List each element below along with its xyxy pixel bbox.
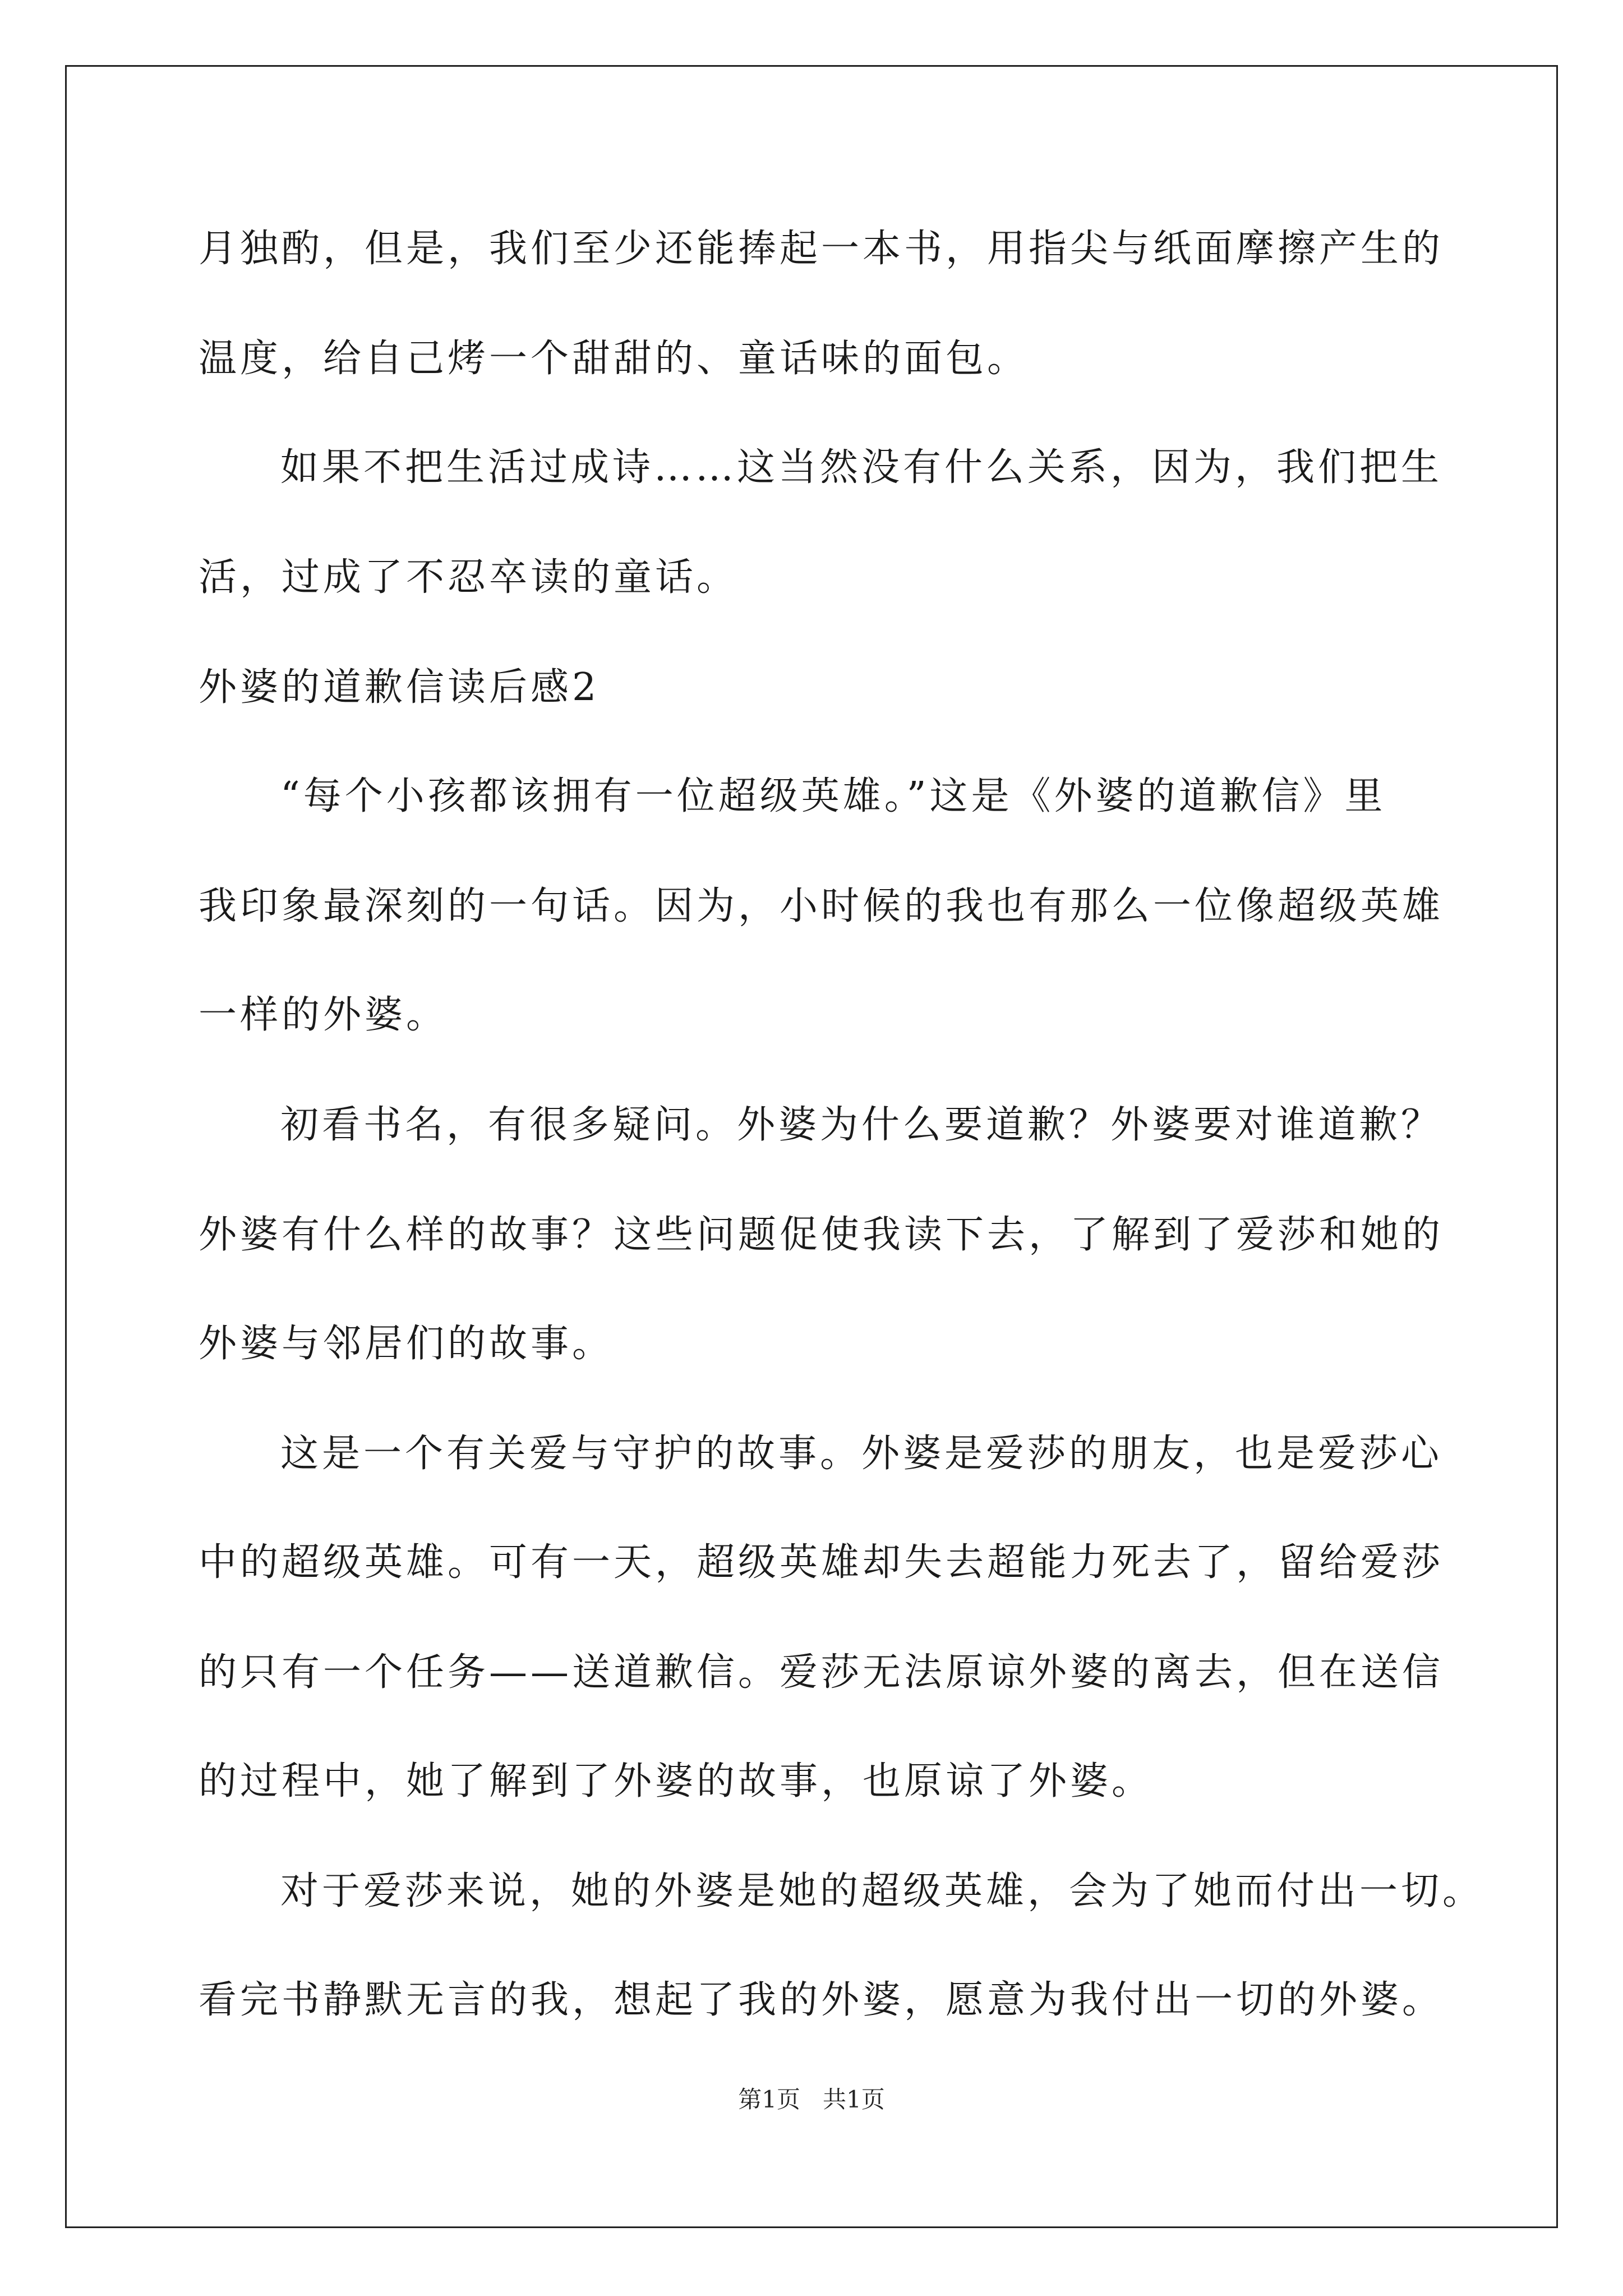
text-line: 中的超级英雄。可有一天，超级英雄却失去超能力死去了，留给爱莎 bbox=[199, 1540, 1444, 1585]
text-line: 看完书静默无言的我，想起了我的外婆，愿意为我付出一切的外婆。 bbox=[199, 1978, 1444, 2022]
section-heading: 外婆的道歉信读后感2 bbox=[199, 665, 600, 710]
text-line: 外婆与邻居们的故事。 bbox=[199, 1322, 614, 1366]
text-line: 月独酌，但是，我们至少还能捧起一本书，用指尖与纸面摩擦产生的 bbox=[199, 227, 1444, 271]
text-line: 温度，给自己烤一个甜甜的、童话味的面包。 bbox=[199, 337, 1029, 381]
text-line: 的过程中，她了解到了外婆的故事，也原谅了外婆。 bbox=[199, 1759, 1154, 1803]
paragraph-first-line: 如果不把生活过成诗……这当然没有什么关系，因为，我们把生 bbox=[280, 445, 1443, 490]
text-line: 一样的外婆。 bbox=[199, 993, 448, 1037]
paragraph-first-line: 初看书名，有很多疑问。外婆为什么要道歉？外婆要对谁道歉？ bbox=[280, 1103, 1443, 1147]
paragraph-first-line: 这是一个有关爱与守护的故事。外婆是爱莎的朋友，也是爱莎心 bbox=[280, 1432, 1443, 1476]
text-line: 的只有一个任务——送道歉信。爱莎无法原谅外婆的离去，但在送信 bbox=[199, 1650, 1444, 1695]
page-number-footer: 第1页 共1页 bbox=[738, 2086, 885, 2113]
text-line: 活，过成了不忍卒读的童话。 bbox=[199, 555, 739, 600]
paragraph-first-line: 对于爱莎来说，她的外婆是她的超级英雄，会为了她而付出一切。 bbox=[280, 1869, 1484, 1913]
text-line: 外婆有什么样的故事？这些问题促使我读下去，了解到了爱莎和她的 bbox=[199, 1213, 1444, 1257]
text-line: 我印象最深刻的一句话。因为，小时候的我也有那么一位像超级英雄 bbox=[199, 884, 1444, 928]
paragraph-first-line: “每个小孩都该拥有一位超级英雄。”这是《外婆的道歉信》里 bbox=[280, 774, 1386, 818]
